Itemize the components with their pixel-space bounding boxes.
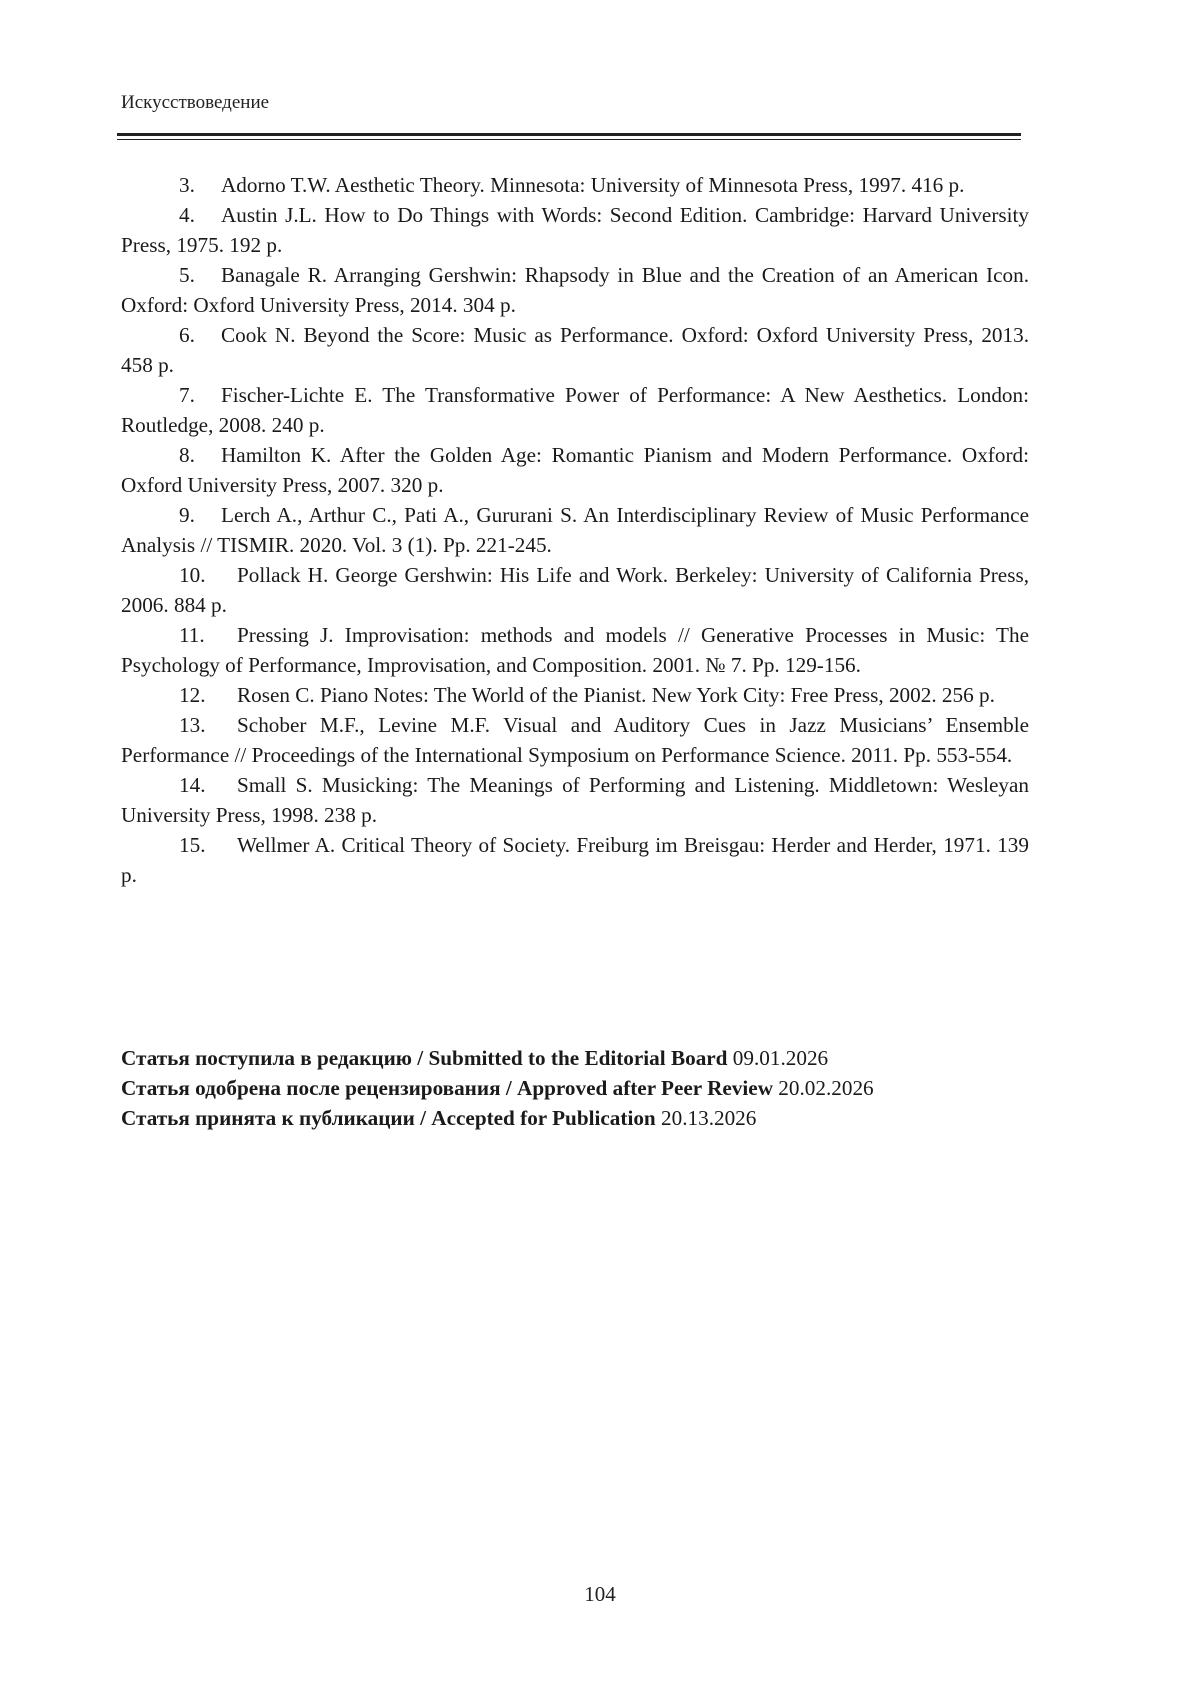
page-number: 104 (584, 1582, 616, 1606)
history-accepted-label: Статья принята к публикации / Accepted for Publication (121, 1106, 656, 1130)
reference-text: Pollack H. George Gershwin: His Life and Work. Berkeley: University of California Press, 2006. 884 p. (121, 563, 1029, 617)
history-approved-date: 20.02.2026 (778, 1076, 874, 1100)
reference-number: 5. (179, 263, 195, 287)
reference-number: 8. (179, 443, 195, 467)
reference-item (121, 260, 1029, 320)
history-approved-label: Статья одобрена после рецензирования / Approved after Peer Review (121, 1076, 773, 1100)
reference-text: Adorno T.W. Aesthetic Theory. Minnesota: University of Minnesota Press, 1997. 416 p. (221, 173, 965, 197)
reference-text: Rosen C. Piano Notes: The World of the Pianist. New York City: Free Press, 2002. 256 p. (237, 683, 995, 707)
reference-number: 6. (179, 323, 195, 347)
reference-number: 14. (179, 773, 206, 797)
reference-number: 3. (179, 173, 195, 197)
reference-item (121, 320, 1029, 380)
header-rule-thin (117, 139, 1021, 140)
reference-item (121, 680, 1029, 710)
header-rule-thick (117, 133, 1021, 136)
reference-number: 11. (179, 623, 205, 647)
article-history (121, 1043, 1061, 1133)
history-accepted-date: 20.13.2026 (661, 1106, 757, 1130)
reference-text: Wellmer A. Critical Theory of Society. Freiburg im Breisgau: Herder and Herder, 1971. 139 p. (121, 833, 1029, 887)
reference-number: 13. (179, 713, 206, 737)
reference-item (121, 200, 1029, 260)
references-list (121, 170, 1029, 890)
history-submitted-date: 09.01.2026 (732, 1046, 829, 1070)
reference-item (121, 440, 1029, 500)
reference-item (121, 710, 1029, 770)
history-submitted (121, 1043, 1061, 1073)
reference-item (121, 770, 1029, 830)
reference-item (121, 620, 1029, 680)
history-submitted-label: Статья поступила в редакцию / Submitted to the Editorial Board (121, 1046, 728, 1070)
reference-item (121, 380, 1029, 440)
reference-text: Cook N. Beyond the Score: Music as Performance. Oxford: Oxford University Press, 2013. 458 p. (121, 323, 1029, 377)
reference-text: Fischer-Lichte E. The Transformative Power of Performance: A New Aesthetics. London: Routledge, 2008. 240 p. (121, 383, 1029, 437)
reference-number: 10. (179, 563, 206, 587)
reference-item (121, 170, 1029, 200)
reference-text: Pressing J. Improvisation: methods and models // Generative Processes in Music: The Psychology of Performance, Improvisation, and Composition. 2001. № 7. Pp. 129-156. (121, 623, 1029, 677)
reference-text: Schober M.F., Levine M.F. Visual and Auditory Cues in Jazz Musicians’ Ensemble Performance // Proceedings of the International Symposium on Performance Science. 2011. Pp. 553-554. (121, 713, 1029, 767)
reference-text: Hamilton K. After the Golden Age: Romantic Pianism and Modern Performance. Oxford: Oxford University Press, 2007. 320 p. (121, 443, 1029, 497)
reference-item (121, 500, 1029, 560)
reference-text: Lerch A., Arthur C., Pati A., Gururani S. An Interdisciplinary Review of Music Performance Analysis // TISMIR. 2020. Vol. 3 (1). Pp. 221-245. (121, 503, 1029, 557)
history-approved (121, 1073, 1061, 1103)
reference-number: 12. (179, 683, 206, 707)
history-accepted (121, 1103, 1061, 1133)
reference-text: Small S. Musicking: The Meanings of Performing and Listening. Middletown: Wesleyan University Press, 1998. 238 p. (121, 773, 1029, 827)
running-header-title: Искусствоведение (121, 92, 270, 113)
reference-number: 7. (179, 383, 195, 407)
reference-number: 9. (179, 503, 195, 527)
reference-text: Banagale R. Arranging Gershwin: Rhapsody in Blue and the Creation of an American Icon. Oxford: Oxford University Press, 2014. 304 p. (121, 263, 1029, 317)
reference-number: 4. (179, 203, 195, 227)
reference-item (121, 830, 1029, 890)
reference-item (121, 560, 1029, 620)
reference-text: Austin J.L. How to Do Things with Words: Second Edition. Cambridge: Harvard University Press, 1975. 192 p. (121, 203, 1029, 257)
reference-number: 15. (179, 833, 206, 857)
